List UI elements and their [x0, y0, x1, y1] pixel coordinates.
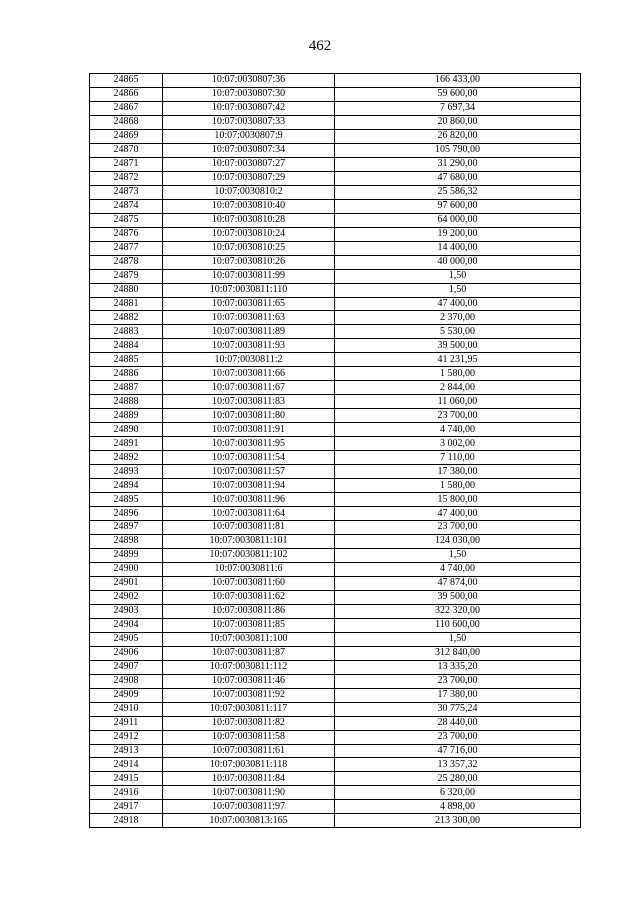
row-number-cell: 24912	[90, 730, 163, 744]
value-cell: 47 400,00	[335, 297, 581, 311]
cadastral-number-cell: 10:07:0030811:86	[163, 604, 335, 618]
row-number-cell: 24894	[90, 479, 163, 493]
table-row	[90, 688, 581, 702]
table-row	[90, 534, 581, 548]
value-cell: 19 200,00	[335, 227, 581, 241]
table-row	[90, 269, 581, 283]
row-number-cell: 24886	[90, 367, 163, 381]
cadastral-number-cell: 10:07:0030810:40	[163, 199, 335, 213]
table-row	[90, 814, 581, 828]
cadastral-number-cell: 10:07:0030811:65	[163, 297, 335, 311]
table-row	[90, 143, 581, 157]
row-number-cell: 24883	[90, 325, 163, 339]
value-cell: 4 740,00	[335, 562, 581, 576]
value-cell: 64 000,00	[335, 213, 581, 227]
value-cell: 1,50	[335, 548, 581, 562]
cadastral-number-cell: 10:07:0030807:29	[163, 171, 335, 185]
table-row	[90, 604, 581, 618]
value-cell: 97 600,00	[335, 199, 581, 213]
value-cell: 14 400,00	[335, 241, 581, 255]
value-cell: 110 600,00	[335, 618, 581, 632]
table-row	[90, 507, 581, 521]
value-cell: 39 500,00	[335, 339, 581, 353]
cadastral-number-cell: 10:07:0030811:93	[163, 339, 335, 353]
cadastral-number-cell: 10:07:0030811:62	[163, 590, 335, 604]
row-number-cell: 24881	[90, 297, 163, 311]
cadastral-number-cell: 10:07:0030811:94	[163, 479, 335, 493]
row-number-cell: 24887	[90, 381, 163, 395]
cadastral-number-cell: 10:07:0030811:101	[163, 534, 335, 548]
value-cell: 4 898,00	[335, 800, 581, 814]
table-row	[90, 339, 581, 353]
table-row	[90, 227, 581, 241]
value-cell: 1,50	[335, 283, 581, 297]
cadastral-number-cell: 10:07:0030811:84	[163, 772, 335, 786]
cadastral-number-cell: 10:07:0030810:28	[163, 213, 335, 227]
table-row	[90, 800, 581, 814]
value-cell: 213 300,00	[335, 814, 581, 828]
row-number-cell: 24903	[90, 604, 163, 618]
cadastral-number-cell: 10:07:0030810:25	[163, 241, 335, 255]
table-row	[90, 185, 581, 199]
table-row	[90, 744, 581, 758]
row-number-cell: 24917	[90, 800, 163, 814]
table-row	[90, 437, 581, 451]
value-cell: 41 231,95	[335, 353, 581, 367]
row-number-cell: 24892	[90, 451, 163, 465]
table-row	[90, 786, 581, 800]
table-row	[90, 576, 581, 590]
table-row	[90, 772, 581, 786]
cadastral-number-cell: 10:07:0030811:117	[163, 702, 335, 716]
row-number-cell: 24896	[90, 507, 163, 521]
table-row	[90, 87, 581, 101]
table-row	[90, 325, 581, 339]
row-number-cell: 24884	[90, 339, 163, 353]
table-row	[90, 479, 581, 493]
cadastral-number-cell: 10:07:0030807:36	[163, 74, 335, 88]
row-number-cell: 24916	[90, 786, 163, 800]
row-number-cell: 24900	[90, 562, 163, 576]
value-cell: 3 002,00	[335, 437, 581, 451]
value-cell: 28 440,00	[335, 716, 581, 730]
cadastral-number-cell: 10:07:0030810:2	[163, 185, 335, 199]
value-cell: 7 110,00	[335, 451, 581, 465]
value-cell: 20 860,00	[335, 115, 581, 129]
cadastral-number-cell: 10:07:0030811:96	[163, 493, 335, 507]
value-cell: 105 790,00	[335, 143, 581, 157]
row-number-cell: 24889	[90, 409, 163, 423]
cadastral-number-cell: 10:07:0030811:60	[163, 576, 335, 590]
value-cell: 25 586,32	[335, 185, 581, 199]
table-row	[90, 213, 581, 227]
row-number-cell: 24893	[90, 465, 163, 479]
value-cell: 23 700,00	[335, 409, 581, 423]
table-row	[90, 758, 581, 772]
value-cell: 31 290,00	[335, 157, 581, 171]
table-row	[90, 115, 581, 129]
table-row	[90, 702, 581, 716]
table-row	[90, 674, 581, 688]
value-cell: 47 400,00	[335, 507, 581, 521]
row-number-cell: 24868	[90, 115, 163, 129]
table-row	[90, 297, 581, 311]
cadastral-number-cell: 10:07:0030811:95	[163, 437, 335, 451]
row-number-cell: 24869	[90, 129, 163, 143]
cadastral-number-cell: 10:07:0030807:34	[163, 143, 335, 157]
table-body	[90, 74, 581, 828]
value-cell: 2 370,00	[335, 311, 581, 325]
row-number-cell: 24898	[90, 534, 163, 548]
row-number-cell: 24872	[90, 171, 163, 185]
table-row	[90, 255, 581, 269]
cadastral-number-cell: 10:07:0030811:89	[163, 325, 335, 339]
value-cell: 312 840,00	[335, 646, 581, 660]
row-number-cell: 24888	[90, 395, 163, 409]
value-cell: 124 030,00	[335, 534, 581, 548]
cadastral-number-cell: 10:07:0030811:100	[163, 632, 335, 646]
row-number-cell: 24870	[90, 143, 163, 157]
row-number-cell: 24907	[90, 660, 163, 674]
table-row	[90, 465, 581, 479]
cadastral-number-cell: 10:07:0030807:33	[163, 115, 335, 129]
registry-table	[89, 73, 581, 828]
cadastral-number-cell: 10:07:0030811:110	[163, 283, 335, 297]
table-row	[90, 660, 581, 674]
table-row	[90, 171, 581, 185]
row-number-cell: 24915	[90, 772, 163, 786]
row-number-cell: 24904	[90, 618, 163, 632]
table-row	[90, 521, 581, 535]
cadastral-number-cell: 10:07:0030811:46	[163, 674, 335, 688]
cadastral-number-cell: 10:07:0030807:30	[163, 87, 335, 101]
row-number-cell: 24890	[90, 423, 163, 437]
table-row	[90, 74, 581, 88]
table-row	[90, 381, 581, 395]
cadastral-number-cell: 10:07:0030811:81	[163, 521, 335, 535]
value-cell: 6 320,00	[335, 786, 581, 800]
row-number-cell: 24895	[90, 493, 163, 507]
cadastral-number-cell: 10:07:0030811:61	[163, 744, 335, 758]
page-number: 462	[308, 38, 332, 54]
value-cell: 30 775,24	[335, 702, 581, 716]
cadastral-number-cell: 10:07:0030811:112	[163, 660, 335, 674]
value-cell: 7 697,34	[335, 101, 581, 115]
value-cell: 1 580,00	[335, 479, 581, 493]
table-row	[90, 451, 581, 465]
row-number-cell: 24885	[90, 353, 163, 367]
row-number-cell: 24865	[90, 74, 163, 88]
cadastral-number-cell: 10:07:0030811:54	[163, 451, 335, 465]
table-row	[90, 409, 581, 423]
cadastral-number-cell: 10:07:0030811:58	[163, 730, 335, 744]
value-cell: 1,50	[335, 269, 581, 283]
table-row	[90, 395, 581, 409]
table-row	[90, 423, 581, 437]
row-number-cell: 24911	[90, 716, 163, 730]
value-cell: 15 800,00	[335, 493, 581, 507]
row-number-cell: 24867	[90, 101, 163, 115]
row-number-cell: 24914	[90, 758, 163, 772]
cadastral-number-cell: 10:07:0030811:83	[163, 395, 335, 409]
row-number-cell: 24897	[90, 521, 163, 535]
value-cell: 47 874,00	[335, 576, 581, 590]
cadastral-number-cell: 10:07:0030811:99	[163, 269, 335, 283]
cadastral-number-cell: 10:07:0030807:42	[163, 101, 335, 115]
value-cell: 5 530,00	[335, 325, 581, 339]
table-row	[90, 646, 581, 660]
value-cell: 40 000,00	[335, 255, 581, 269]
table-row	[90, 311, 581, 325]
table-row	[90, 101, 581, 115]
row-number-cell: 24891	[90, 437, 163, 451]
cadastral-number-cell: 10:07:0030811:64	[163, 507, 335, 521]
cadastral-number-cell: 10:07:0030811:97	[163, 800, 335, 814]
row-number-cell: 24882	[90, 311, 163, 325]
row-number-cell: 24871	[90, 157, 163, 171]
row-number-cell: 24875	[90, 213, 163, 227]
row-number-cell: 24877	[90, 241, 163, 255]
cadastral-number-cell: 10:07:0030811:91	[163, 423, 335, 437]
row-number-cell: 24902	[90, 590, 163, 604]
cadastral-number-cell: 10:07:0030811:118	[163, 758, 335, 772]
row-number-cell: 24876	[90, 227, 163, 241]
cadastral-number-cell: 10:07:0030811:2	[163, 353, 335, 367]
value-cell: 26 820,00	[335, 129, 581, 143]
row-number-cell: 24908	[90, 674, 163, 688]
cadastral-number-cell: 10:07:0030811:92	[163, 688, 335, 702]
value-cell: 322 320,00	[335, 604, 581, 618]
value-cell: 13 357,32	[335, 758, 581, 772]
table-row	[90, 199, 581, 213]
table-row	[90, 590, 581, 604]
table-row	[90, 562, 581, 576]
table-row	[90, 618, 581, 632]
table-row	[90, 632, 581, 646]
row-number-cell: 24866	[90, 87, 163, 101]
cadastral-number-cell: 10:07:0030811:57	[163, 465, 335, 479]
row-number-cell: 24905	[90, 632, 163, 646]
row-number-cell: 24874	[90, 199, 163, 213]
value-cell: 2 844,00	[335, 381, 581, 395]
value-cell: 23 700,00	[335, 674, 581, 688]
value-cell: 47 716,00	[335, 744, 581, 758]
row-number-cell: 24873	[90, 185, 163, 199]
value-cell: 23 700,00	[335, 730, 581, 744]
row-number-cell: 24913	[90, 744, 163, 758]
row-number-cell: 24880	[90, 283, 163, 297]
value-cell: 1 580,00	[335, 367, 581, 381]
value-cell: 17 380,00	[335, 688, 581, 702]
cadastral-number-cell: 10:07:0030811:67	[163, 381, 335, 395]
row-number-cell: 24879	[90, 269, 163, 283]
cadastral-number-cell: 10:07:0030811:80	[163, 409, 335, 423]
value-cell: 11 060,00	[335, 395, 581, 409]
row-number-cell: 24910	[90, 702, 163, 716]
row-number-cell: 24918	[90, 814, 163, 828]
value-cell: 1,50	[335, 632, 581, 646]
table-row	[90, 129, 581, 143]
table-row	[90, 548, 581, 562]
table-row	[90, 353, 581, 367]
table-row	[90, 157, 581, 171]
value-cell: 39 500,00	[335, 590, 581, 604]
value-cell: 59 600,00	[335, 87, 581, 101]
row-number-cell: 24901	[90, 576, 163, 590]
table-row	[90, 241, 581, 255]
table-row	[90, 493, 581, 507]
cadastral-number-cell: 10:07:0030811:66	[163, 367, 335, 381]
cadastral-number-cell: 10:07:0030811:90	[163, 786, 335, 800]
cadastral-number-cell: 10:07:0030810:26	[163, 255, 335, 269]
value-cell: 13 335,20	[335, 660, 581, 674]
cadastral-number-cell: 10:07:0030813:165	[163, 814, 335, 828]
cadastral-number-cell: 10:07:0030810:24	[163, 227, 335, 241]
row-number-cell: 24899	[90, 548, 163, 562]
row-number-cell: 24878	[90, 255, 163, 269]
row-number-cell: 24906	[90, 646, 163, 660]
table-row	[90, 283, 581, 297]
cadastral-number-cell: 10:07:0030811:63	[163, 311, 335, 325]
cadastral-number-cell: 10:07:0030811:102	[163, 548, 335, 562]
value-cell: 166 433,00	[335, 74, 581, 88]
table-row	[90, 730, 581, 744]
value-cell: 47 680,00	[335, 171, 581, 185]
cadastral-number-cell: 10:07:0030811:6	[163, 562, 335, 576]
row-number-cell: 24909	[90, 688, 163, 702]
cadastral-number-cell: 10:07:0030811:87	[163, 646, 335, 660]
cadastral-number-cell: 10:07:0030811:82	[163, 716, 335, 730]
value-cell: 4 740,00	[335, 423, 581, 437]
cadastral-number-cell: 10:07:0030807:27	[163, 157, 335, 171]
cadastral-number-cell: 10:07:0030811:85	[163, 618, 335, 632]
value-cell: 25 280,00	[335, 772, 581, 786]
table-row	[90, 367, 581, 381]
cadastral-number-cell: 10:07:0030807:9	[163, 129, 335, 143]
value-cell: 17 380,00	[335, 465, 581, 479]
table-row	[90, 716, 581, 730]
value-cell: 23 700,00	[335, 521, 581, 535]
